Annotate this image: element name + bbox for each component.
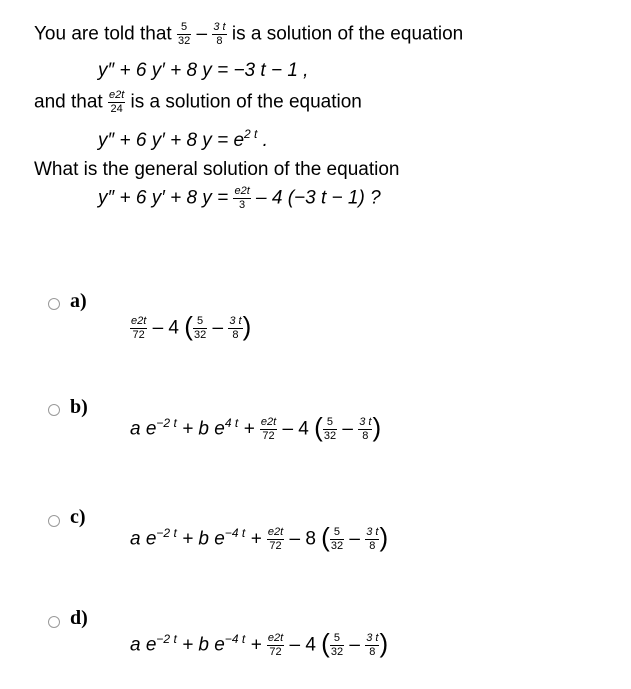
fraction-5-32: $\frac{5}{32}$ (177, 21, 191, 47)
option-d-frac-5-32: $\frac{5}{32}$ (330, 632, 344, 658)
option-c-radio[interactable] (48, 515, 60, 527)
equation-1: y″ + 6 y′ + 8 y = −3 t − 1 , (98, 60, 309, 81)
intro-text: You are told that (34, 23, 172, 45)
fraction-e2t-3: $\frac{e2t}{3}$ (234, 185, 250, 211)
option-c-frac-5-32: $\frac{5}{32}$ (330, 526, 344, 552)
option-a-label: a) (70, 290, 87, 312)
option-a-frac-5-32: $\frac{5}{32}$ (193, 315, 207, 341)
option-b-frac-5-32: $\frac{5}{32}$ (323, 416, 337, 442)
option-c-frac-e2t-72: $\frac{e2t}{72}$ (267, 526, 284, 552)
option-b-frac-e2t-72: $\frac{e2t}{72}$ (260, 416, 277, 442)
option-c-label: c) (70, 506, 86, 528)
option-d-expression: a $e^{-2 t} + b$ $e^{-4 t}$ + $\frac{e2t}{72}$ – 4 ( $\frac{5}{32}$ – $\frac{3 t}{8}$ ) (130, 628, 389, 658)
intro-suffix: is a solution of the equation (231, 23, 464, 45)
fraction-3t-8: $\frac{3 t}{8}$ (213, 21, 226, 47)
option-b-expression: a $e^{-2 t} + b$ $e^{4 t}$ + $\frac{e2t}{72}$ – 4 ( $\frac{5}{32}$ – $\frac{3 t}{8}$ ) (130, 412, 382, 442)
minus-sign: – (196, 23, 208, 45)
option-b-label: b) (70, 396, 88, 418)
fraction-e2t-24: $\frac{e2t}{24}$ (108, 89, 125, 115)
question-line-1 (34, 22, 463, 47)
and-that-text: and that (34, 91, 103, 113)
equation-3: y″ + 6 y′ + 8 y = $\frac{e2t}{3}$ – 4 (−3 t − 1) ? (98, 185, 381, 211)
option-d-frac-e2t-72: $\frac{e2t}{72}$ (267, 632, 284, 658)
equation-2: y″ + 6 y′ + 8 $y = e^{2 t}$ . (98, 127, 268, 151)
option-b-frac-3t-8: $\frac{3 t}{8}$ (359, 416, 372, 442)
question-line-3 (34, 90, 362, 115)
option-d-frac-3t-8: $\frac{3 t}{8}$ (366, 632, 379, 658)
option-d-radio[interactable] (48, 616, 60, 628)
option-b-radio[interactable] (48, 404, 60, 416)
option-a-expression: $\frac{e2t}{72}$ – 4 ( $\frac{5}{32}$ – $\frac{3 t}{8}$ ) (131, 311, 252, 341)
line3-suffix: is a solution of the equation (130, 91, 362, 113)
option-a-frac-e2t-72: $\frac{e2t}{72}$ (131, 315, 147, 341)
option-a-frac-3t-8: $\frac{3 t}{8}$ (229, 315, 242, 341)
option-a-radio[interactable] (48, 298, 60, 310)
question-line-5: What is the general solution of the equation (34, 159, 400, 180)
option-d-label: d) (70, 607, 88, 629)
option-c-frac-3t-8: $\frac{3 t}{8}$ (366, 526, 379, 552)
option-c-expression: a $e^{-2 t} + b$ $e^{-4 t}$ + $\frac{e2t}{72}$ – 8 ( $\frac{5}{32}$ – $\frac{3 t}{8}$ ) (130, 522, 389, 552)
